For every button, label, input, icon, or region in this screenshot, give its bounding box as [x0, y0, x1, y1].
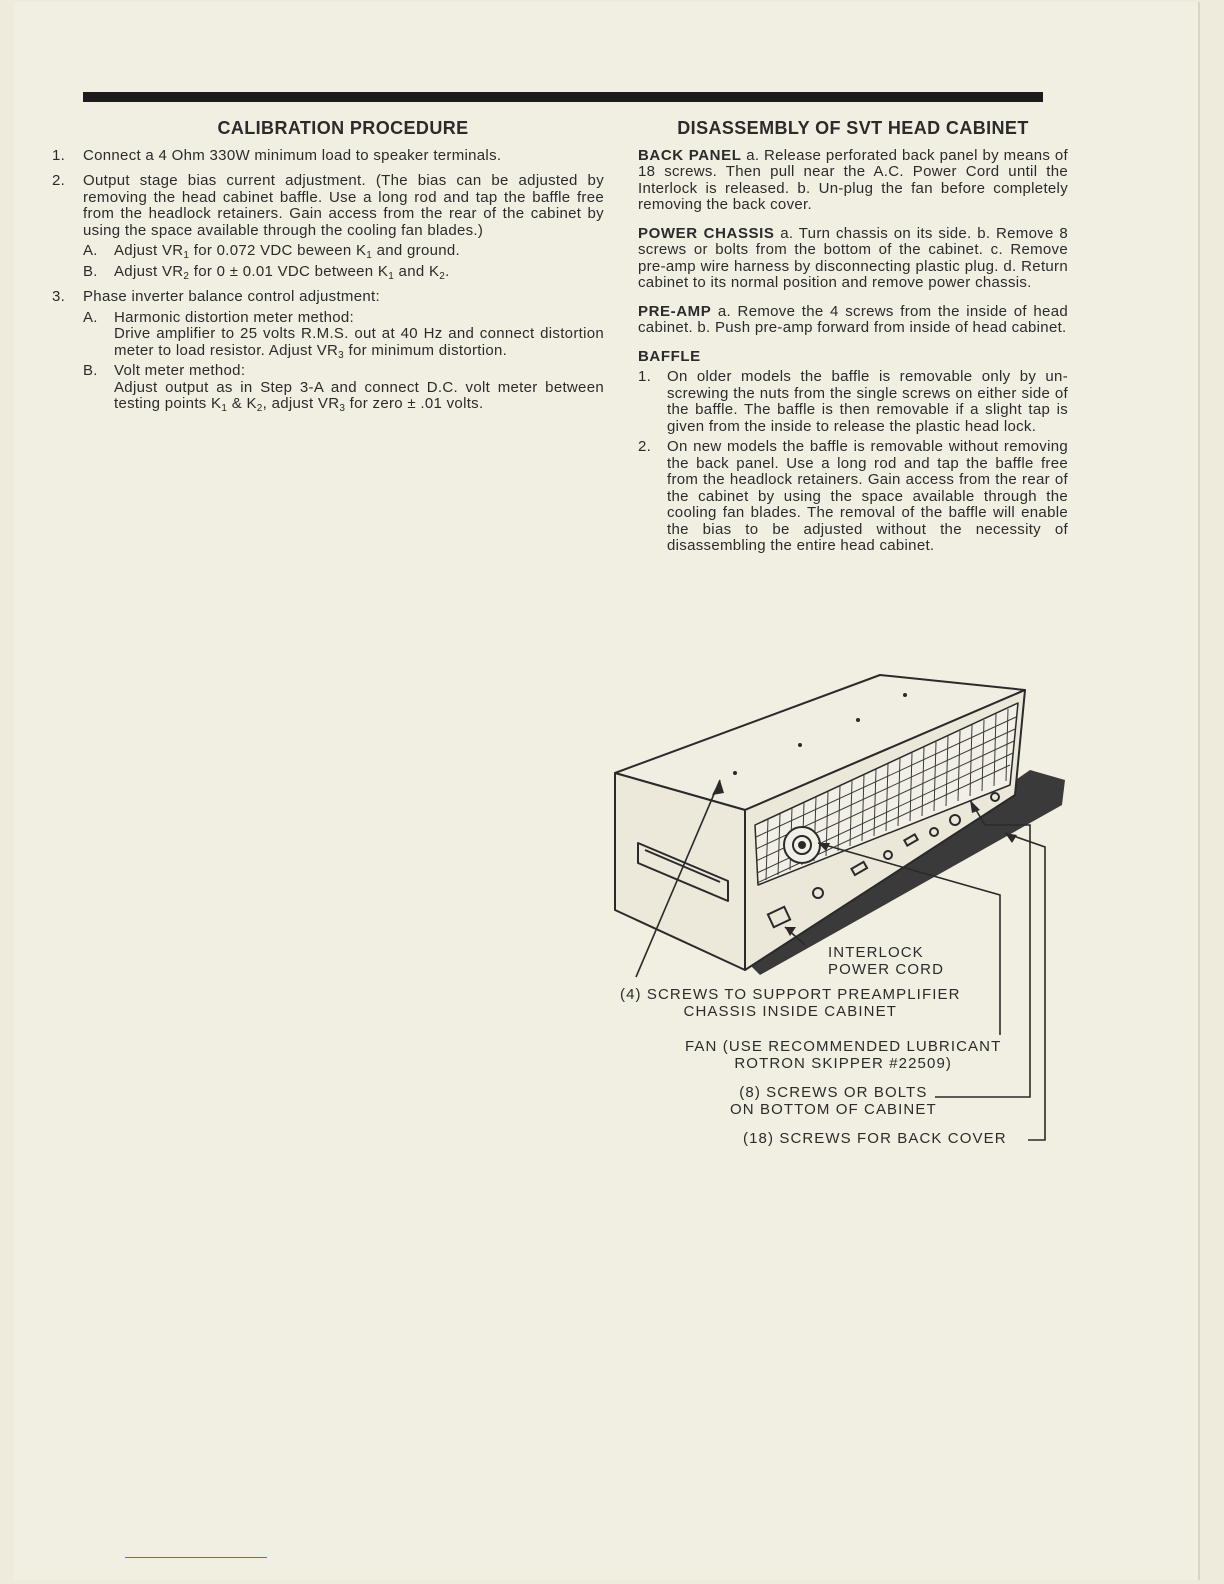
pre-amp-paragraph: PRE-AMP a. Remove the 4 screws from the inside of head cabinet. b. Push pre-amp forward from inside of head cabinet.: [638, 302, 1068, 336]
step-text: On new models the baffle is removable without removing the back panel. Use a long rod and tap the baffle free from the headlock retainers. Gain access from the rear of the cabinet by using the space available through the cooling fan blades. The removal of the baffle will enable the bias to be adjusted without the necessity of disassembling the entire head cabinet.: [667, 438, 1068, 554]
step-number: 1.: [52, 146, 66, 164]
fan-callout: FAN (USE RECOMMENDED LUBRICANT ROTRON SKIPPER #22509): [685, 1038, 1002, 1072]
baffle-heading: BAFFLE: [638, 347, 701, 365]
back-panel-paragraph: BACK PANEL a. Release perforated back panel by means of 18 screws. Then pull near the A.C. Power Cord until the Interlock is released. b. Un-plug the fan before completely removing the back cover.: [638, 146, 1068, 213]
substep-letter: B.: [83, 262, 98, 280]
disassembly-title: DISASSEMBLY OF SVT HEAD CABINET: [677, 118, 1029, 138]
substep-text: Adjust $VR_1$ for 0.072 VDC beween $K_1$ and ground.: [114, 242, 460, 261]
step-number: 2.: [52, 172, 66, 189]
baffle-step-1: [638, 369, 1068, 435]
calibration-column: [52, 120, 604, 422]
step-number: 2.: [638, 438, 652, 455]
back-panel-label: BACK PANEL: [638, 146, 742, 164]
substep-3a: [83, 310, 604, 360]
cabinet-diagram: [600, 665, 1080, 1165]
power-chassis-label: POWER CHASSIS: [638, 224, 775, 242]
step-text: On older models the baffle is removable only by un-screwing the nuts from the single screws on either side of the baffle. The baffle is then removable if a slight tap is given from the inside to release the plastic head lock.: [667, 368, 1068, 435]
calibration-step-1: [52, 148, 604, 165]
interlock-callout: INTERLOCK POWER CORD: [828, 944, 944, 978]
pre-amp-label: PRE-AMP: [638, 302, 712, 320]
header-rule: [83, 92, 1043, 102]
disassembly-column: [638, 120, 1068, 559]
step-text: Output stage bias current adjustment. (The bias can be adjusted by removing the head cabinet baffle. Use a long rod and tap the baffle free from the headlock retainers. Gain access from the rear of the cabinet by using the space available through the cooling fan blades.): [83, 172, 604, 239]
step-text: Phase inverter balance control adjustment:: [83, 288, 380, 305]
substep-letter: B.: [83, 362, 98, 379]
substep-letter: A.: [83, 308, 98, 326]
substep-2b: [83, 264, 604, 281]
substep-text: Harmonic distortion meter method: Drive amplifier to 25 volts R.M.S. out at 40 Hz and connect distortion meter to load resistor. Adjust $VR_3$ for minimum distortion.: [114, 308, 604, 361]
preamp-screws-callout: (4) SCREWS TO SUPPORT PREAMPLIFIER CHASSIS INSIDE CABINET: [620, 986, 961, 1020]
baffle-step-2: [638, 439, 1068, 555]
substep-2a: [83, 243, 604, 260]
substep-letter: A.: [83, 242, 98, 259]
footer-mark: [125, 1557, 267, 1558]
step-text: Connect a 4 Ohm 330W minimum load to speaker terminals.: [83, 146, 502, 164]
step-number: 1.: [638, 368, 652, 385]
calibration-step-3: [52, 289, 604, 413]
substep-text: Adjust $VR_2$ for 0 ± 0.01 VDC between $K_1$ and $K_2$.: [114, 262, 450, 282]
calibration-step-2: [52, 173, 604, 280]
step-number: 3.: [52, 288, 66, 305]
back-cover-screws-callout: (18) SCREWS FOR BACK COVER: [743, 1130, 1007, 1147]
substep-text: Volt meter method: Adjust output as in Step 3-A and connect D.C. volt meter between testing points $K_1$ & $K_2$, adjust $VR_3$ for zero ± .01 volts.: [114, 362, 604, 414]
power-chassis-paragraph: POWER CHASSIS a. Turn chassis on its side. b. Remove 8 screws or bolts from the bottom of the cabinet. c. Remove pre-amp wire harness by disconnecting plastic plug. d. Return cabinet to its normal position and remove power chassis.: [638, 224, 1068, 291]
substep-3b: [83, 363, 604, 413]
calibration-title: CALIBRATION PROCEDURE: [217, 118, 469, 138]
bottom-screws-callout: (8) SCREWS OR BOLTS ON BOTTOM OF CABINET: [730, 1084, 937, 1118]
